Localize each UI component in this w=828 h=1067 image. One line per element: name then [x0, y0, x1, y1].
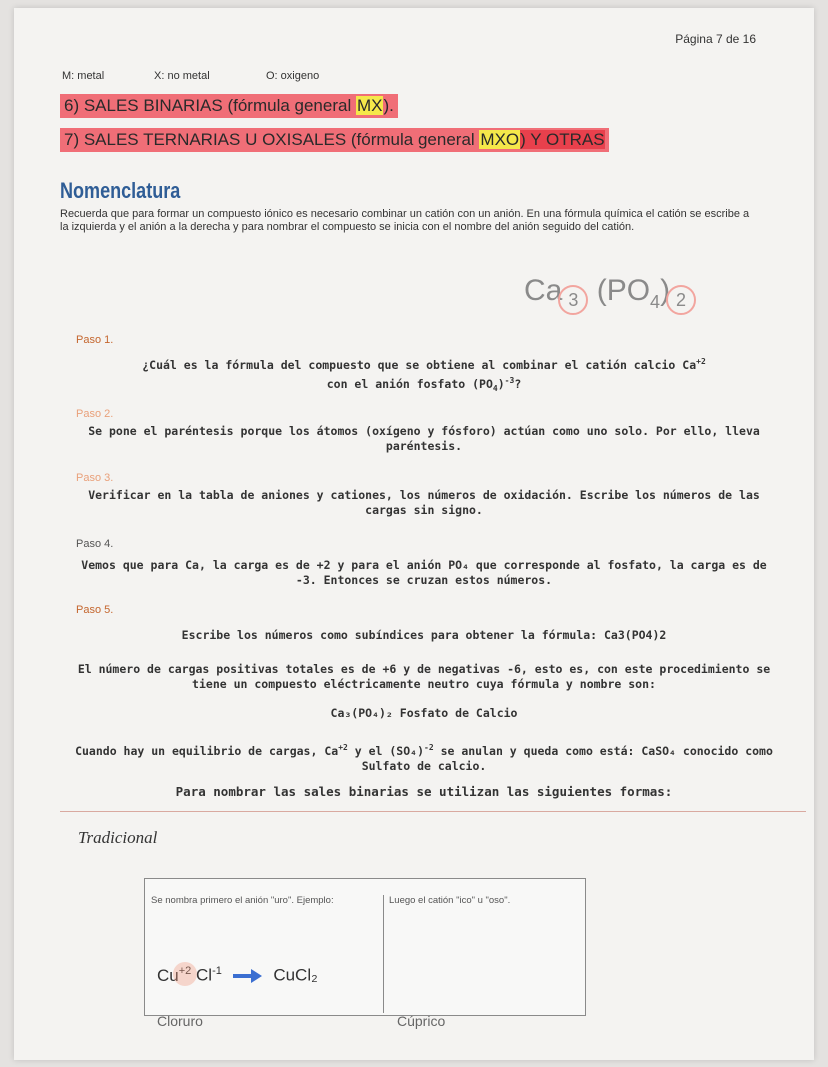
banner-sales-binarias: 6) SALES BINARIAS (fórmula general MX).: [60, 94, 398, 118]
anion-instruction: Se nombra primero el anión "uro". Ejemplo:: [151, 895, 334, 906]
example-reaction: $Cu^{+2}$ $Cl^{-1}$ CuCl₂: [157, 965, 318, 985]
cuprico-label: Cúprico: [397, 1013, 446, 1029]
table-cell-cation: [389, 895, 579, 1029]
document-page: [14, 8, 814, 1060]
cloruro-label: Cloruro: [157, 1013, 203, 1029]
legend-no-metal: X: no metal: [154, 70, 210, 82]
paso-4-text: Vemos que para Ca, la carga es de +2 y para el anión PO₄ que corresponde al fosfato, la carga es de -3. Entonces se cruzan estos números.: [81, 558, 767, 587]
paso-5-text: Escribe los números como subíndices para obtener la fórmula: Ca3(PO4)2: [181, 628, 667, 642]
tradicional-title: Tradicional: [78, 828, 158, 847]
circled-subscript-3: 3: [558, 285, 588, 315]
paso-4-label: Paso 4.: [76, 538, 114, 550]
paso-3-label: Paso 3.: [76, 472, 114, 484]
table-cell-anion: [151, 895, 384, 1029]
sales-binarias-text: Para nombrar las sales binarias se utilizan las siguientes formas:: [175, 784, 673, 799]
formula-fosfato-calcio: Ca₃(PO₄)₂ Fosfato de Calcio: [330, 706, 518, 720]
tradicional-table: [144, 878, 586, 1029]
highlight-mx: MX: [356, 96, 383, 115]
banner-sales-ternarias: 7) SALES TERNARIAS U OXISALES (fórmula general MXO) Y OTRAS: [60, 128, 609, 152]
paso-1-text: ¿Cuál es la fórmula del compuesto que se obtiene al combinar el catión calcio $Ca^{+2}$ con el anión fosfato $(PO_4)^{-3}$?: [142, 357, 706, 393]
paso-3-text: Verificar en la tabla de aniones y cationes, los números de oxidación. Escribe los números de las cargas sin signo.: [88, 488, 760, 517]
legend-metal: M: metal: [62, 70, 105, 82]
paso-1-label: Paso 1.: [76, 334, 114, 346]
intro-paragraph: Recuerda que para formar un compuesto iónico es necesario combinar un catión con un anión. En una fórmula química el catión se escribe a la izquierda y el anión a la derecha y para nombrar el compuesto se inicia con el nombre del anión seguido del catión.: [60, 208, 750, 233]
legend: [62, 70, 320, 82]
equilibrio-text: Cuando hay un equilibrio de cargas, $Ca^{+2}$ y el $(SO_4)^{-2}$ se anulan y queda como está: CaSO₄ conocido como Sulfato de calcio.: [75, 743, 773, 773]
cation-instruction: Luego el catión "ico" u "oso".: [389, 895, 511, 906]
paso-2-label: Paso 2.: [76, 408, 114, 420]
page-number: Página 7 de 16: [675, 32, 756, 46]
paso-2-text: Se pone el paréntesis porque los átomos (oxígeno y fósforo) actúan como uno solo. Por ello, lleva paréntesis.: [88, 424, 760, 453]
legend-oxigeno: O: oxigeno: [266, 70, 320, 82]
big-formula: Ca 3 $(PO_4)$ 2: [524, 274, 696, 309]
paso-5-explanation: El número de cargas positivas totales es de +6 y de negativas -6, esto es, con este procedimiento se tiene un compuesto eléctricamente neutro cuya fórmula y nombre son:: [77, 662, 771, 691]
divider: [60, 811, 806, 812]
section-title: Nomenclatura: [60, 178, 181, 203]
circled-subscript-2: 2: [666, 285, 696, 315]
paso-5-label: Paso 5.: [76, 604, 114, 616]
arrow-right-icon: [233, 968, 263, 984]
highlight-mxo: MXO: [480, 130, 520, 149]
